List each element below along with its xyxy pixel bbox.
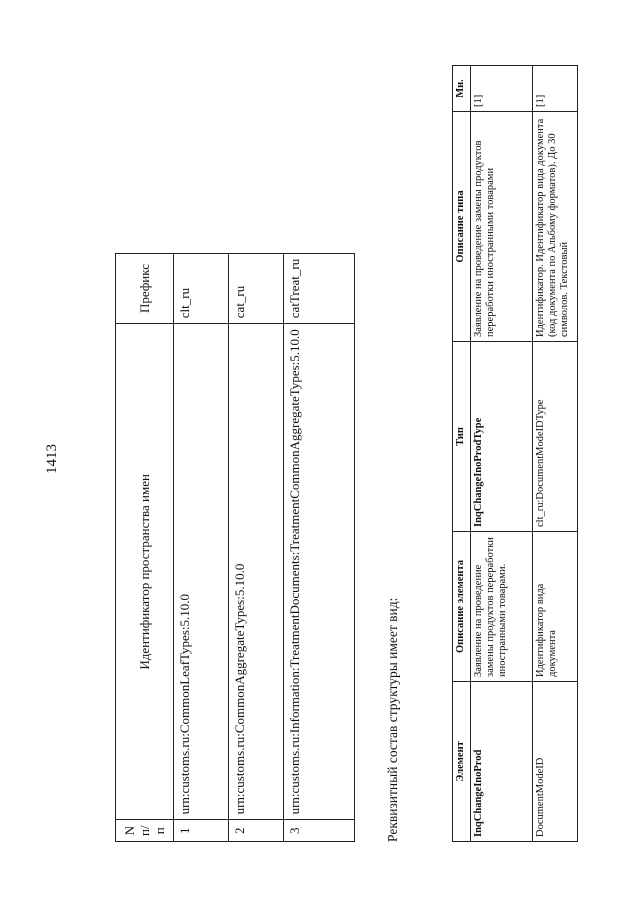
header-multiplicity: Мн.	[453, 66, 471, 112]
table-row	[533, 66, 578, 842]
header-type-description: Описание типа	[453, 112, 471, 342]
element-description-cell: Идентификатор вида документа	[533, 532, 578, 682]
element-description-cell: Заявление на проведение замены продуктов переработки иностранными товарами.	[471, 532, 533, 682]
prefix-cell: catTreat_ru	[284, 253, 355, 323]
element-cell: InqChangeInoProd	[471, 682, 533, 842]
prefix-cell: cat_ru	[229, 253, 284, 323]
type-description-cell: Заявление на проведение замены продуктов переработки иностранными товарами	[471, 112, 533, 342]
table-row	[229, 253, 284, 841]
table-row	[284, 253, 355, 841]
element-cell: DocumentModeID	[533, 682, 578, 842]
header-element: Элемент	[453, 682, 471, 842]
header-namespace: Идентификатор пространства имен	[116, 324, 174, 820]
table-row	[174, 253, 229, 841]
multiplicity-cell: [1]	[533, 66, 578, 112]
table-header-row	[116, 253, 174, 841]
type-cell: InqChangeInoProdType	[471, 342, 533, 532]
prefix-cell: clt_ru	[174, 253, 229, 323]
structure-table-wrapper	[452, 65, 578, 842]
structure-table	[452, 65, 578, 842]
multiplicity-cell: [1]	[471, 66, 533, 112]
type-cell: clt_ru:DocumentModeIDType	[533, 342, 578, 532]
intro-text: Реквизитный состав структуры имеет вид:	[385, 597, 400, 842]
type-description-cell: Идентификатор. Идентификатор вида документа (код документа по Альбому форматов). До 30 символов. Текстовый	[533, 112, 578, 342]
header-type: Тип	[453, 342, 471, 532]
namespace-cell: urn:customs.ru:CommonAggregateTypes:5.10.0	[229, 324, 284, 820]
header-prefix: Префикс	[116, 253, 174, 323]
row-number: 3	[284, 820, 355, 842]
namespace-cell: urn:customs.ru:Information:TreatmentDocuments:TreatmentCommonAggregateTypes:5.10.0	[284, 324, 355, 820]
table-row	[471, 66, 533, 842]
namespace-table-wrapper	[115, 258, 355, 842]
namespace-table	[115, 253, 355, 842]
namespace-cell: urn:customs.ru:CommonLeafTypes:5.10.0	[174, 324, 229, 820]
header-number: N п/п	[116, 820, 174, 842]
page-number: 1413	[44, 444, 60, 474]
row-number: 1	[174, 820, 229, 842]
row-number: 2	[229, 820, 284, 842]
header-element-description: Описание элемента	[453, 532, 471, 682]
table-header-row	[453, 66, 471, 842]
